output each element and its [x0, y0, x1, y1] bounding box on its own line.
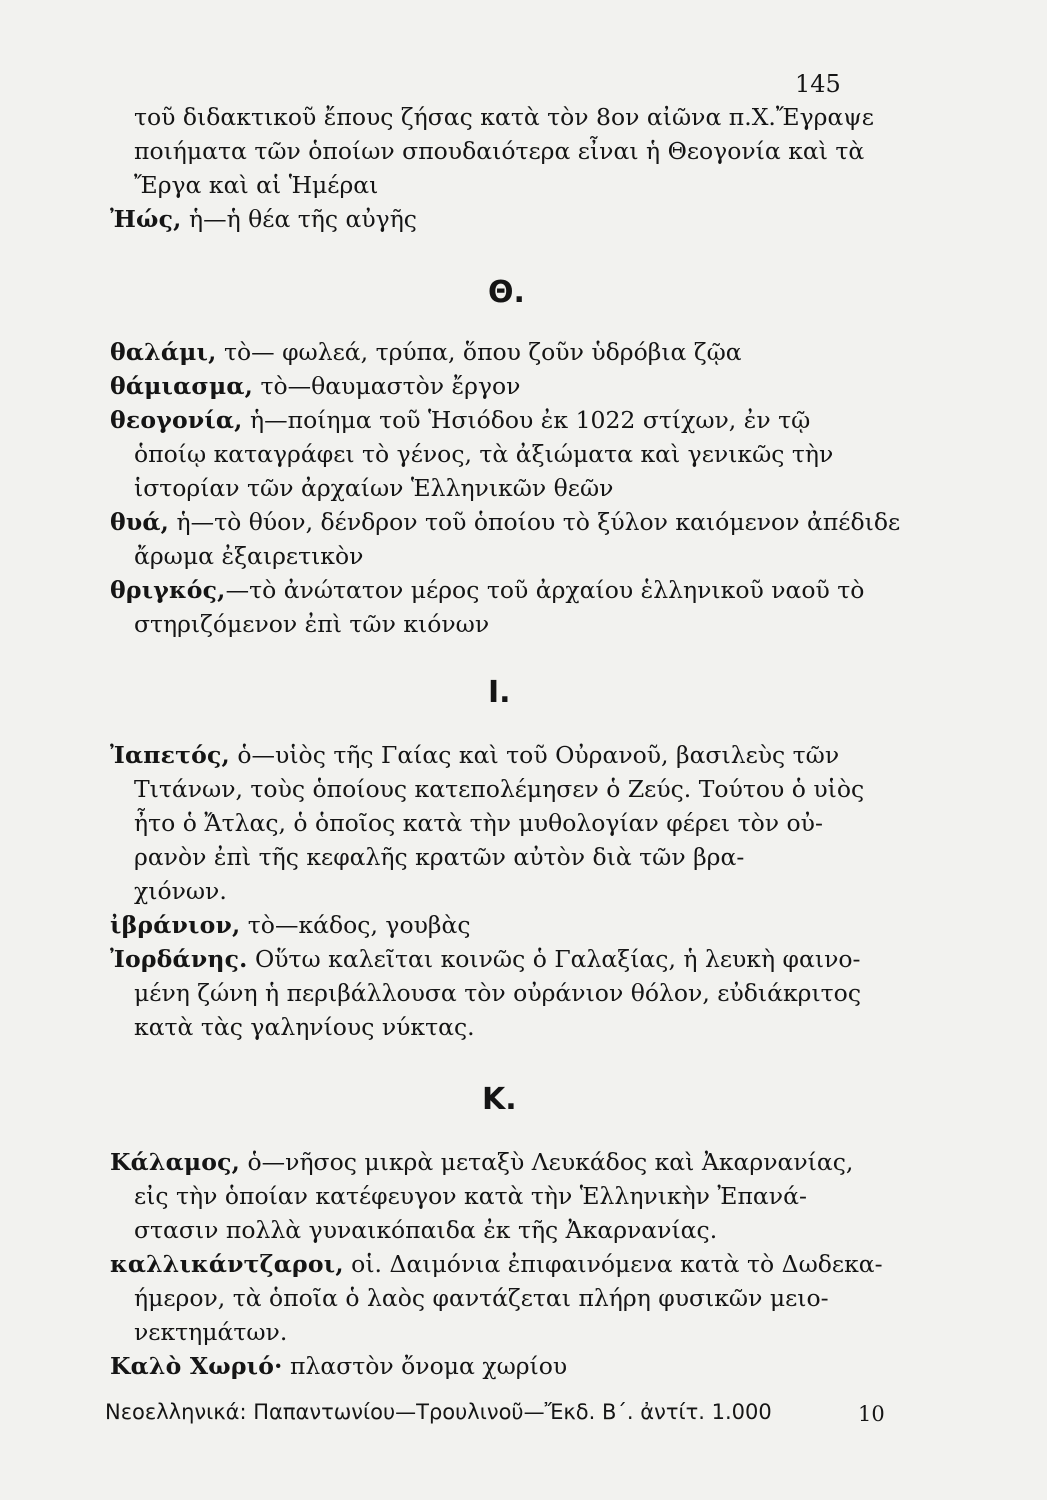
- entry-thrigkos: [110, 573, 910, 607]
- section-heading-kappa: Κ.: [482, 1082, 517, 1117]
- print-footer: Νεοελληνικά: Παπαντωνίου—Τρουλινοῦ—Ἔκδ. Β΄. ἀντίτ. 1.000: [105, 1400, 772, 1424]
- entry-definition: ἡ—τὸ θύον, δένδρον τοῦ ὁποίου τὸ ξύλον καιόμενον ἀπέδιδε: [169, 508, 901, 536]
- entry-thalami: [110, 335, 910, 369]
- text-line: νεκτημάτων.: [134, 1318, 288, 1346]
- entry-term: θριγκός,: [110, 576, 226, 604]
- entry-definition: Οὕτω καλεῖται κοινῶς ὁ Γαλαξίας, ἡ λευκὴ φαινο-: [247, 945, 861, 973]
- text-line: Ἔργα καὶ αἱ Ἡμέραι: [134, 171, 379, 199]
- entry-definition: τὸ— φωλεά, τρύπα, ὅπου ζοῦν ὑδρόβια ζῷα: [216, 338, 742, 366]
- iota-entries: [110, 738, 910, 1044]
- entry-iapetos: [110, 738, 910, 772]
- text-line: ἱστορίαν τῶν ἀρχαίων Ἑλληνικῶν θεῶν: [134, 474, 614, 502]
- entry-definition: ὁ—νῆσος μικρὰ μεταξὺ Λευκάδος καὶ Ἀκαρνανίας,: [240, 1148, 854, 1176]
- text-line: ὁποίῳ καταγράφει τὸ γένος, τὰ ἀξιώματα καὶ γενικῶς τὴν: [134, 440, 834, 468]
- entry-term: Κάλαμος,: [110, 1148, 241, 1176]
- entry-term: Ἰαπετός,: [110, 741, 230, 769]
- text-line: τοῦ διδακτικοῦ ἔπους ζήσας κατὰ τὸν 8ον αἰῶνα π.Χ.Ἔγραψε: [134, 103, 874, 131]
- text-line: στασιν πολλὰ γυναικόπαιδα ἐκ τῆς Ἀκαρνανίας.: [134, 1216, 718, 1244]
- text-line: κατὰ τὰς γαληνίους νύκτας.: [134, 1013, 475, 1041]
- entry-term: καλλικάντζαροι,: [110, 1250, 344, 1278]
- entry-kalo-chorio: [110, 1349, 910, 1383]
- theta-entries: [110, 335, 910, 641]
- text-line: στηριζόμενον ἐπὶ τῶν κιόνων: [134, 610, 490, 638]
- entry-iordanis: [110, 942, 910, 976]
- entry-term: Ἰορδάνης.: [110, 945, 248, 973]
- entry-definition: ἡ—ἡ θέα τῆς αὐγῆς: [181, 205, 417, 233]
- entry-definition: τὸ—θαυμαστὸν ἔργον: [253, 372, 521, 400]
- text-line: εἰς τὴν ὁποίαν κατέφευγον κατὰ τὴν Ἑλληνικὴν Ἐπανά-: [134, 1182, 807, 1210]
- text-line: μένη ζώνη ἡ περιβάλλουσα τὸν οὐράνιον θόλον, εὐδιάκριτος: [134, 979, 861, 1007]
- entry-ivranion: [110, 908, 910, 942]
- text-line: Τιτάνων, τοὺς ὁποίους κατεπολέμησεν ὁ Ζεύς. Τούτου ὁ υἱὸς: [134, 775, 865, 803]
- entry-kalamos: [110, 1145, 910, 1179]
- entry-term: θαλάμι,: [110, 338, 217, 366]
- entry-term: θάμιασμα,: [110, 372, 254, 400]
- entry-kallikantzaroi: [110, 1247, 910, 1281]
- entry-definition: οἱ. Δαιμόνια ἐπιφαινόμενα κατὰ τὸ Δωδεκα-: [343, 1250, 883, 1278]
- entry-definition: ὁ—υἱὸς τῆς Γαίας καὶ τοῦ Οὐρανοῦ, βασιλεὺς τῶν: [229, 741, 840, 769]
- text-line: χιόνων.: [134, 877, 227, 905]
- section-heading-theta: Θ.: [488, 275, 525, 310]
- text-line: ήμερον, τὰ ὁποῖα ὁ λαὸς φαντάζεται πλήρη φυσικῶν μειο-: [134, 1284, 829, 1312]
- kappa-entries: [110, 1145, 910, 1383]
- text-line: ποιήματα τῶν ὁποίων σπουδαιότερα εἶναι ἡ Θεογονία καὶ τὰ: [134, 137, 865, 165]
- page-number: 145: [795, 70, 841, 98]
- entry-theogonia: [110, 403, 910, 437]
- text-line: ἄρωμα ἐξαιρετικὸν: [134, 542, 364, 570]
- entry-thamiasma: [110, 369, 910, 403]
- entry-term: θυά,: [110, 508, 170, 536]
- entry-term: Ἠώς,: [110, 205, 182, 233]
- text-line: ἦτο ὁ Ἄτλας, ὁ ὁποῖος κατὰ τὴν μυθολογίαν φέρει τὸν οὐ-: [134, 809, 823, 837]
- entry-term: θεογονία,: [110, 406, 243, 434]
- entry-definition: πλαστὸν ὄνομα χωρίου: [282, 1352, 568, 1380]
- entry-definition: τὸ—κάδος, γουβὰς: [240, 911, 471, 939]
- sheet-number: 10: [858, 1402, 885, 1426]
- section-heading-iota: Ι.: [488, 675, 511, 710]
- entry-definition: ἡ—ποίημα τοῦ Ἡσιόδου ἐκ 1022 στίχων, ἐν τῷ: [242, 406, 811, 434]
- entry-eos: [110, 202, 910, 236]
- top-continuation: [110, 100, 910, 236]
- entry-definition: —τὸ ἀνώτατον μέρος τοῦ ἀρχαίου ἑλληνικοῦ ναοῦ τὸ: [225, 576, 865, 604]
- entry-term: Καλὸ Χωριό·: [110, 1352, 283, 1380]
- text-line: ρανὸν ἐπὶ τῆς κεφαλῆς κρατῶν αὐτὸν διὰ τῶν βρα-: [134, 843, 745, 871]
- entry-thya: [110, 505, 910, 539]
- entry-term: ἰβράνιον,: [110, 911, 241, 939]
